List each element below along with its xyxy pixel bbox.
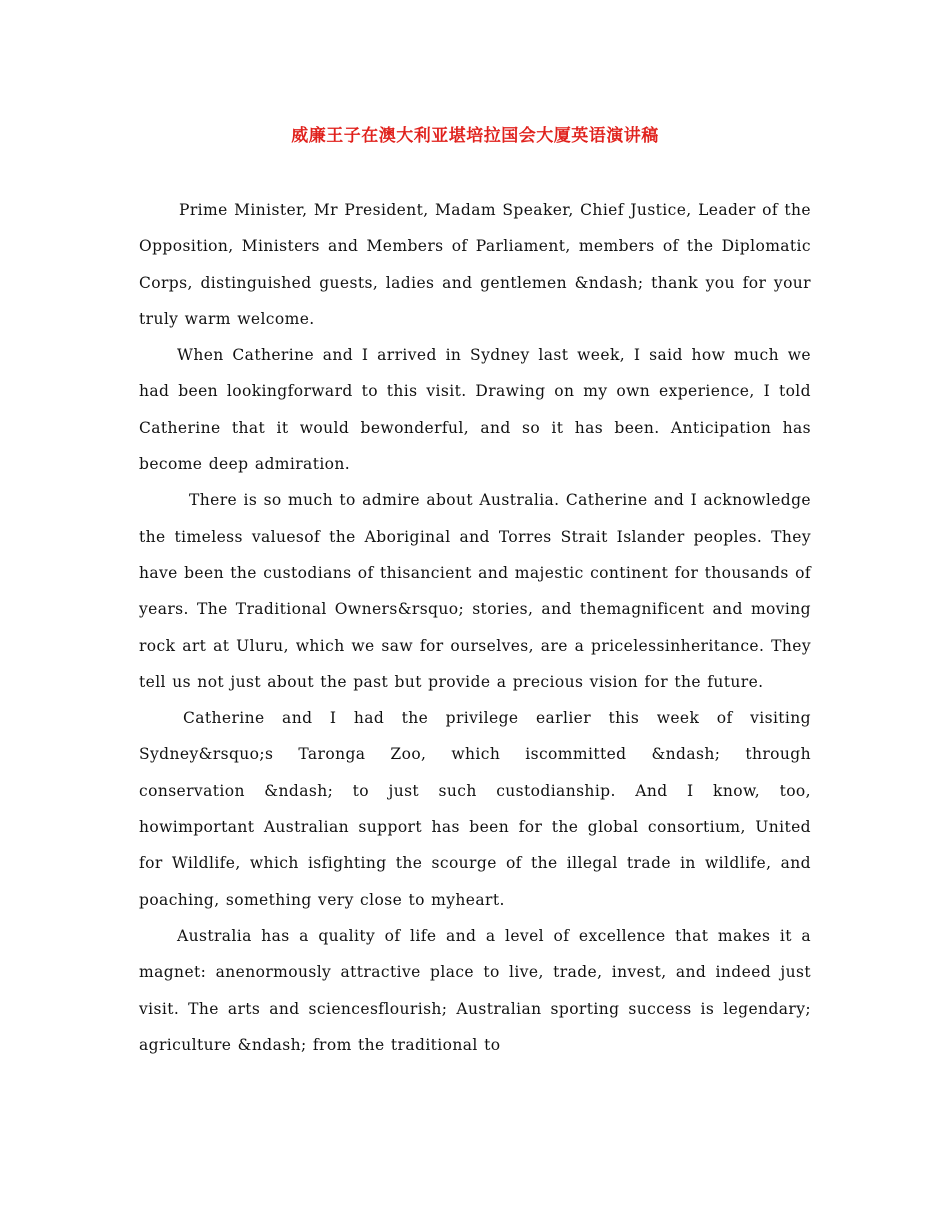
paragraph: Catherine and I had the privilege earlier this week of visiting Sydney&rsquo;s Taronga Zoo, which iscommitted &ndash; through conservation &ndash; to just such custodianship. And I know, too, howimportant Australian support has been for the global consortium, United for Wildlife, which isfighting the scourge of the illegal trade in wildlife, and poaching, something very close to myheart. (139, 709, 811, 909)
paragraph: There is so much to admire about Australia. Catherine and I acknowledge the timeless valuesof the Aboriginal and Torres Strait Islander peoples. They have been the custodians of thisancient and majestic continent for thousands of years. The Traditional Owners&rsquo; stories, and themagnificent and moving rock art at Uluru, which we saw for ourselves, are a pricelessinheritance. They tell us not just about the past but provide a precious vision for the future. (139, 491, 811, 691)
paragraph: Australia has a quality of life and a level of excellence that makes it a magnet: anenormously attractive place to live, trade, invest, and indeed just visit. The arts and sciencesflourish; Australian sporting success is legendary; agriculture &ndash; from the traditional to (139, 926, 811, 1054)
document-title: 威廉王子在澳大利亚堪培拉国会大厦英语演讲稿 (291, 126, 659, 146)
paragraph: Prime Minister, Mr President, Madam Speaker, Chief Justice, Leader of the Opposition, Ministers and Members of Parliament, members of the Diplomatic Corps, distinguished guests, ladies and gentlemen &ndash; thank you for your truly warm welcome. (139, 201, 811, 328)
document-body (139, 192, 811, 1063)
paragraph: When Catherine and I arrived in Sydney last week, I said how much we had been lookingforward to this visit. Drawing on my own experience, I told Catherine that it would bewonderful, and so it has been. Anticipation has become deep admiration. (139, 346, 811, 474)
